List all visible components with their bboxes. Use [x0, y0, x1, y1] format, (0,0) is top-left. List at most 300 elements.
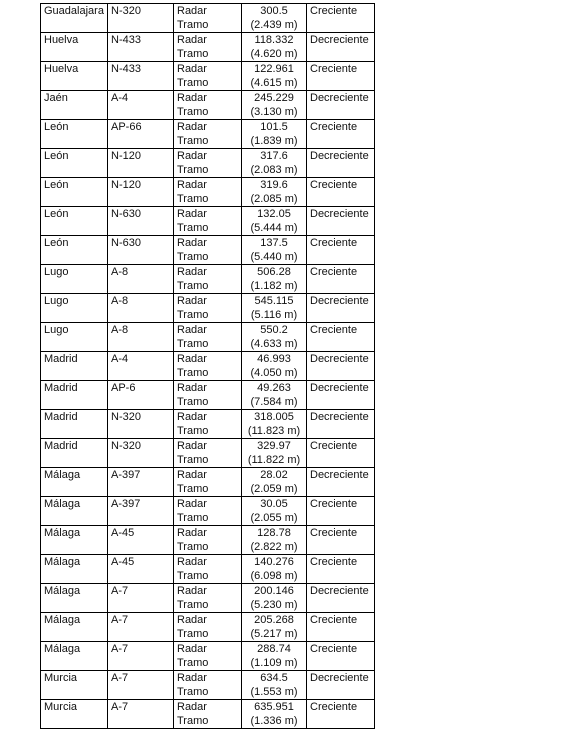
provincia-cell [41, 642, 108, 671]
pk-cell [242, 62, 307, 91]
provincia-text: León [44, 121, 69, 133]
carretera-cell [108, 352, 174, 381]
table-row [41, 62, 375, 91]
provincia-text: León [44, 150, 69, 162]
table-row [41, 497, 375, 526]
carretera-cell [108, 526, 174, 555]
tipo-text: Radar Tramo [177, 63, 209, 89]
carretera-cell [108, 497, 174, 526]
tipo-text: Radar Tramo [177, 643, 209, 669]
longitud-text: (2.085 m) [250, 193, 298, 205]
provincia-cell [41, 265, 108, 294]
sentido-cell [307, 671, 375, 700]
tipo-cell [174, 294, 242, 323]
provincia-cell [41, 323, 108, 352]
provincia-text: Madrid [44, 411, 78, 423]
sentido-cell [307, 4, 375, 33]
carretera-text: A-397 [111, 498, 141, 510]
tipo-cell [174, 91, 242, 120]
longitud-text: (6.098 m) [250, 570, 298, 582]
pk-text: 506.28 [257, 266, 291, 278]
longitud-text: (4.050 m) [250, 367, 298, 379]
longitud-text: (2.439 m) [250, 19, 298, 31]
pk-cell [242, 207, 307, 236]
pk-text: 46.993 [257, 353, 291, 365]
carretera-text: N-433 [111, 63, 141, 75]
tipo-text: Radar Tramo [177, 527, 209, 553]
table-row [41, 265, 375, 294]
pk-text: 200.146 [254, 585, 294, 597]
pk-cell [242, 323, 307, 352]
table-row [41, 671, 375, 700]
provincia-text: León [44, 237, 69, 249]
longitud-text: (2.822 m) [250, 541, 298, 553]
tipo-cell [174, 671, 242, 700]
tipo-text: Radar Tramo [177, 469, 209, 495]
tipo-text: Radar Tramo [177, 353, 209, 379]
tipo-text: Radar Tramo [177, 672, 209, 698]
tipo-text: Radar Tramo [177, 324, 209, 350]
longitud-text: (5.230 m) [250, 599, 298, 611]
tipo-cell [174, 613, 242, 642]
longitud-text: (4.633 m) [250, 338, 298, 350]
provincia-text: Málaga [44, 643, 81, 655]
carretera-text: N-120 [111, 150, 141, 162]
sentido-text: Creciente [310, 237, 358, 249]
carretera-text: AP-66 [111, 121, 142, 133]
tipo-cell [174, 497, 242, 526]
tipo-cell [174, 410, 242, 439]
sentido-cell [307, 207, 375, 236]
pk-text: 317.6 [260, 150, 288, 162]
carretera-text: A-7 [111, 701, 129, 713]
sentido-cell [307, 584, 375, 613]
longitud-text: (2.083 m) [250, 164, 298, 176]
sentido-text: Creciente [310, 614, 358, 626]
tipo-cell [174, 149, 242, 178]
sentido-cell [307, 236, 375, 265]
table-row [41, 323, 375, 352]
pk-cell [242, 91, 307, 120]
provincia-cell [41, 352, 108, 381]
sentido-text: Decreciente [310, 469, 369, 481]
sentido-cell [307, 613, 375, 642]
table-row [41, 526, 375, 555]
carretera-text: A-7 [111, 614, 129, 626]
longitud-text: (4.615 m) [250, 77, 298, 89]
table-row [41, 149, 375, 178]
sentido-cell [307, 352, 375, 381]
pk-cell [242, 120, 307, 149]
carretera-cell [108, 265, 174, 294]
carretera-cell [108, 671, 174, 700]
provincia-cell [41, 178, 108, 207]
carretera-text: A-7 [111, 643, 129, 655]
carretera-text: N-433 [111, 34, 141, 46]
tipo-cell [174, 642, 242, 671]
provincia-text: Guadalajara [44, 5, 104, 17]
carretera-text: N-120 [111, 179, 141, 191]
sentido-text: Creciente [310, 5, 358, 17]
pk-cell [242, 526, 307, 555]
tipo-cell [174, 207, 242, 236]
provincia-text: Málaga [44, 498, 81, 510]
pk-text: 128.78 [257, 527, 291, 539]
table-row [41, 91, 375, 120]
provincia-cell [41, 149, 108, 178]
table-row [41, 294, 375, 323]
sentido-text: Creciente [310, 179, 358, 191]
longitud-text: (1.182 m) [250, 280, 298, 292]
tipo-text: Radar Tramo [177, 382, 209, 408]
table-row [41, 33, 375, 62]
longitud-text: (1.109 m) [250, 657, 298, 669]
tipo-cell [174, 62, 242, 91]
table-row [41, 120, 375, 149]
sentido-text: Decreciente [310, 672, 369, 684]
carretera-cell [108, 381, 174, 410]
pk-cell [242, 149, 307, 178]
sentido-cell [307, 294, 375, 323]
tipo-cell [174, 178, 242, 207]
pk-text: 140.276 [254, 556, 294, 568]
tipo-text: Radar Tramo [177, 150, 209, 176]
pk-cell [242, 584, 307, 613]
sentido-text: Creciente [310, 701, 358, 713]
provincia-cell [41, 439, 108, 468]
table-row [41, 4, 375, 33]
sentido-cell [307, 91, 375, 120]
sentido-cell [307, 178, 375, 207]
provincia-text: Jaén [44, 92, 68, 104]
pk-text: 319.6 [260, 179, 288, 191]
pk-cell [242, 265, 307, 294]
carretera-cell [108, 700, 174, 729]
provincia-text: Madrid [44, 353, 78, 365]
provincia-text: Lugo [44, 324, 69, 336]
tipo-text: Radar Tramo [177, 5, 209, 31]
provincia-cell [41, 62, 108, 91]
sentido-cell [307, 439, 375, 468]
provincia-cell [41, 294, 108, 323]
tipo-text: Radar Tramo [177, 266, 209, 292]
table-row [41, 410, 375, 439]
carretera-cell [108, 91, 174, 120]
tipo-cell [174, 352, 242, 381]
provincia-text: Málaga [44, 556, 81, 568]
carretera-text: N-630 [111, 237, 141, 249]
pk-text: 137.5 [260, 237, 288, 249]
pk-text: 101.5 [260, 121, 288, 133]
tipo-cell [174, 468, 242, 497]
table-row [41, 352, 375, 381]
sentido-text: Decreciente [310, 208, 369, 220]
provincia-text: Madrid [44, 382, 78, 394]
carretera-text: N-320 [111, 440, 141, 452]
sentido-cell [307, 555, 375, 584]
tipo-cell [174, 584, 242, 613]
provincia-cell [41, 381, 108, 410]
pk-text: 634.5 [260, 672, 288, 684]
tipo-cell [174, 555, 242, 584]
sentido-cell [307, 410, 375, 439]
tipo-cell [174, 323, 242, 352]
table-row [41, 642, 375, 671]
sentido-text: Decreciente [310, 92, 369, 104]
carretera-cell [108, 236, 174, 265]
tipo-text: Radar Tramo [177, 585, 209, 611]
carretera-cell [108, 207, 174, 236]
carretera-text: A-7 [111, 672, 129, 684]
provincia-cell [41, 207, 108, 236]
sentido-text: Decreciente [310, 353, 369, 365]
table-row [41, 555, 375, 584]
carretera-text: N-320 [111, 5, 141, 17]
sentido-cell [307, 700, 375, 729]
provincia-cell [41, 468, 108, 497]
sentido-cell [307, 33, 375, 62]
longitud-text: (1.839 m) [250, 135, 298, 147]
provincia-text: Huelva [44, 34, 79, 46]
pk-text: 318.005 [254, 411, 294, 423]
pk-text: 288.74 [257, 643, 291, 655]
table-row [41, 236, 375, 265]
longitud-text: (11.822 m) [247, 454, 301, 466]
longitud-text: (2.059 m) [250, 483, 298, 495]
pk-text: 30.05 [260, 498, 288, 510]
provincia-cell [41, 584, 108, 613]
provincia-cell [41, 4, 108, 33]
provincia-cell [41, 613, 108, 642]
carretera-cell [108, 439, 174, 468]
carretera-text: A-8 [111, 295, 129, 307]
tipo-text: Radar Tramo [177, 121, 209, 147]
pk-cell [242, 236, 307, 265]
sentido-cell [307, 526, 375, 555]
pk-cell [242, 352, 307, 381]
sentido-text: Creciente [310, 527, 358, 539]
sentido-text: Decreciente [310, 295, 369, 307]
pk-cell [242, 178, 307, 207]
tipo-text: Radar Tramo [177, 295, 209, 321]
table-row [41, 381, 375, 410]
carretera-cell [108, 178, 174, 207]
sentido-cell [307, 642, 375, 671]
carretera-cell [108, 555, 174, 584]
longitud-text: (1.336 m) [250, 715, 298, 727]
pk-cell [242, 381, 307, 410]
tipo-cell [174, 4, 242, 33]
provincia-text: Lugo [44, 266, 69, 278]
provincia-text: Huelva [44, 63, 79, 75]
pk-text: 49.263 [257, 382, 291, 394]
pk-cell [242, 671, 307, 700]
tipo-text: Radar Tramo [177, 556, 209, 582]
carretera-text: A-45 [111, 527, 135, 539]
tipo-cell [174, 236, 242, 265]
carretera-cell [108, 149, 174, 178]
provincia-text: Málaga [44, 614, 81, 626]
tipo-cell [174, 700, 242, 729]
longitud-text: (1.553 m) [250, 686, 298, 698]
longitud-text: (5.440 m) [250, 251, 298, 263]
tipo-text: Radar Tramo [177, 34, 209, 60]
provincia-text: Málaga [44, 585, 81, 597]
pk-cell [242, 294, 307, 323]
tipo-cell [174, 265, 242, 294]
pk-text: 300.5 [260, 5, 288, 17]
pk-text: 329.97 [257, 440, 291, 452]
provincia-cell [41, 555, 108, 584]
pk-cell [242, 410, 307, 439]
pk-text: 245.229 [254, 92, 294, 104]
sentido-text: Creciente [310, 556, 358, 568]
pk-cell [242, 700, 307, 729]
provincia-text: Lugo [44, 295, 69, 307]
pk-cell [242, 33, 307, 62]
tipo-text: Radar Tramo [177, 440, 209, 466]
sentido-cell [307, 149, 375, 178]
pk-cell [242, 468, 307, 497]
pk-text: 28.02 [260, 469, 288, 481]
radar-table-page [40, 3, 375, 729]
carretera-cell [108, 613, 174, 642]
provincia-text: Málaga [44, 469, 81, 481]
sentido-text: Creciente [310, 643, 358, 655]
pk-text: 545.115 [254, 295, 294, 307]
tipo-text: Radar Tramo [177, 208, 209, 234]
sentido-text: Decreciente [310, 34, 369, 46]
carretera-cell [108, 323, 174, 352]
sentido-text: Creciente [310, 324, 358, 336]
sentido-text: Creciente [310, 440, 358, 452]
carretera-cell [108, 294, 174, 323]
sentido-text: Creciente [310, 121, 358, 133]
provincia-cell [41, 410, 108, 439]
sentido-cell [307, 62, 375, 91]
carretera-text: A-4 [111, 92, 129, 104]
longitud-text: (5.116 m) [250, 309, 298, 321]
tipo-text: Radar Tramo [177, 179, 209, 205]
carretera-text: A-8 [111, 266, 129, 278]
longitud-text: (11.823 m) [247, 425, 301, 437]
tipo-cell [174, 526, 242, 555]
pk-cell [242, 4, 307, 33]
provincia-cell [41, 497, 108, 526]
sentido-cell [307, 120, 375, 149]
tipo-text: Radar Tramo [177, 237, 209, 263]
provincia-text: León [44, 208, 69, 220]
sentido-cell [307, 265, 375, 294]
provincia-cell [41, 236, 108, 265]
table-row [41, 178, 375, 207]
carretera-text: AP-6 [111, 382, 136, 394]
table-row [41, 584, 375, 613]
provincia-text: Murcia [44, 701, 78, 713]
pk-cell [242, 642, 307, 671]
provincia-cell [41, 120, 108, 149]
provincia-cell [41, 33, 108, 62]
sentido-text: Decreciente [310, 585, 369, 597]
sentido-text: Decreciente [310, 382, 369, 394]
carretera-text: A-45 [111, 556, 135, 568]
sentido-cell [307, 468, 375, 497]
carretera-cell [108, 468, 174, 497]
sentido-text: Creciente [310, 63, 358, 75]
table-row [41, 613, 375, 642]
pk-text: 635.951 [254, 701, 294, 713]
tipo-cell [174, 33, 242, 62]
radar-table [40, 3, 375, 729]
carretera-text: A-397 [111, 469, 141, 481]
carretera-cell [108, 584, 174, 613]
carretera-text: A-8 [111, 324, 129, 336]
provincia-cell [41, 700, 108, 729]
longitud-text: (7.584 m) [250, 396, 298, 408]
provincia-text: Málaga [44, 527, 81, 539]
carretera-cell [108, 120, 174, 149]
sentido-cell [307, 323, 375, 352]
tipo-cell [174, 439, 242, 468]
longitud-text: (3.130 m) [250, 106, 298, 118]
provincia-text: León [44, 179, 69, 191]
tipo-text: Radar Tramo [177, 498, 209, 524]
carretera-text: A-7 [111, 585, 129, 597]
sentido-text: Creciente [310, 498, 358, 510]
pk-cell [242, 497, 307, 526]
longitud-text: (5.217 m) [250, 628, 298, 640]
sentido-text: Decreciente [310, 150, 369, 162]
table-row [41, 207, 375, 236]
carretera-cell [108, 33, 174, 62]
table-row [41, 439, 375, 468]
longitud-text: (2.055 m) [250, 512, 298, 524]
carretera-text: A-4 [111, 353, 129, 365]
pk-text: 205.268 [254, 614, 294, 626]
pk-cell [242, 555, 307, 584]
longitud-text: (4.620 m) [250, 48, 298, 60]
pk-cell [242, 613, 307, 642]
sentido-text: Creciente [310, 266, 358, 278]
pk-cell [242, 439, 307, 468]
tipo-text: Radar Tramo [177, 92, 209, 118]
tipo-text: Radar Tramo [177, 701, 209, 727]
provincia-cell [41, 526, 108, 555]
provincia-cell [41, 671, 108, 700]
sentido-cell [307, 381, 375, 410]
tipo-text: Radar Tramo [177, 411, 209, 437]
sentido-cell [307, 497, 375, 526]
tipo-text: Radar Tramo [177, 614, 209, 640]
pk-text: 122.961 [254, 63, 294, 75]
carretera-cell [108, 642, 174, 671]
pk-text: 132.05 [257, 208, 291, 220]
radar-table-body [41, 4, 375, 729]
provincia-text: Murcia [44, 672, 78, 684]
carretera-cell [108, 410, 174, 439]
table-row [41, 468, 375, 497]
table-row [41, 700, 375, 729]
provincia-text: Madrid [44, 440, 78, 452]
carretera-cell [108, 4, 174, 33]
longitud-text: (5.444 m) [250, 222, 298, 234]
pk-text: 118.332 [254, 34, 294, 46]
pk-text: 550.2 [260, 324, 288, 336]
carretera-text: N-630 [111, 208, 141, 220]
sentido-text: Decreciente [310, 411, 369, 423]
tipo-cell [174, 120, 242, 149]
provincia-cell [41, 91, 108, 120]
